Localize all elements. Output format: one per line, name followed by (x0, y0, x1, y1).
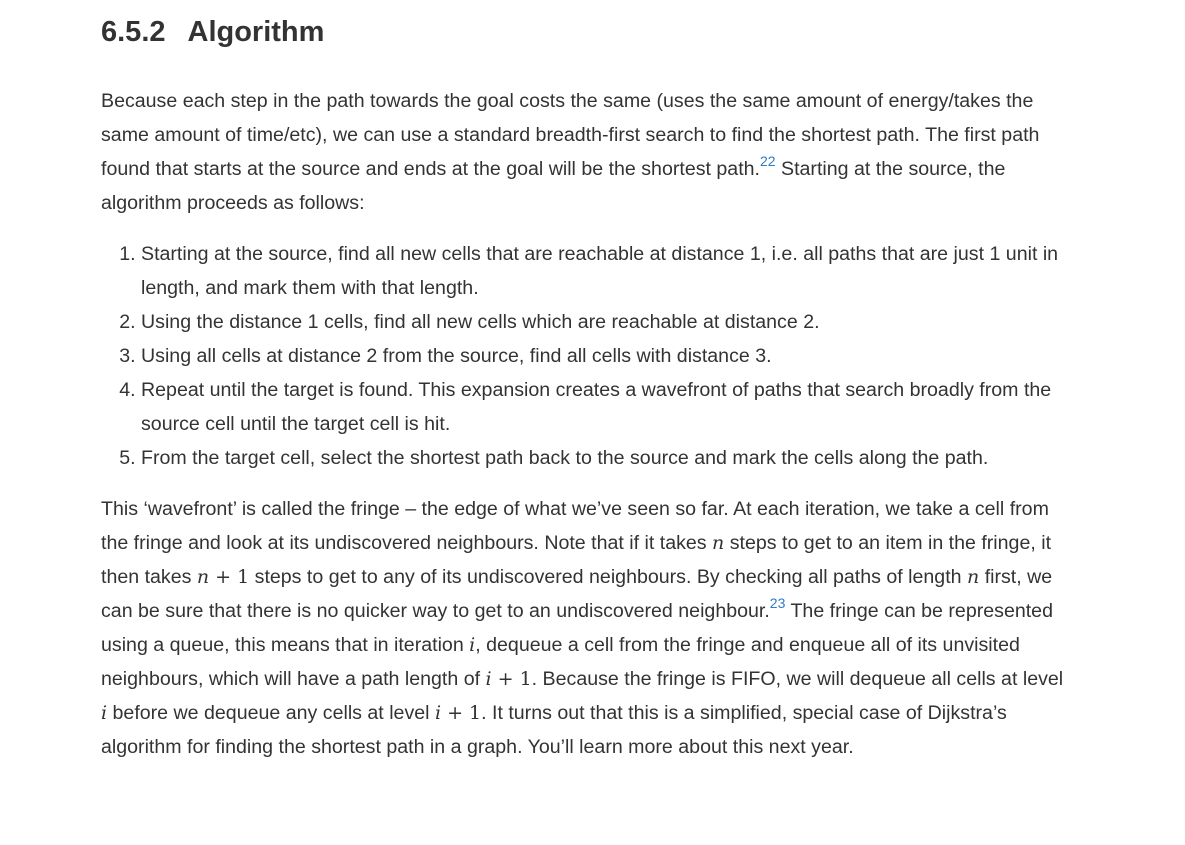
fringe-text: The fringe can be represented using a queue, this means that in iteration (101, 600, 1053, 656)
fringe-paragraph (101, 492, 1069, 764)
list-item: 4. Repeat until the target is found. This expansion creates a wavefront of paths that search broadly from the source cell until the target cell is hit. (141, 373, 1069, 441)
content-column (101, 0, 1069, 764)
list-item: 1. Starting at the source, find all new cells that are reachable at distance 1, i.e. all paths that are just 1 unit in length, and mark them with that length. (141, 237, 1069, 305)
intro-text: Because each step in the path towards the goal costs the same (uses the same amount of energy/takes the same amount of time/etc), we can use a standard breadth-first search to find the shortest path. The first path found that starts at the source and ends at the goal will be the shortest path. (101, 90, 1040, 180)
fringe-text: . It turns out that this is a simplified, special case of Dijkstra’s algorithm for finding the shortest path in a graph. You’ll learn more about this next year. (101, 702, 1007, 758)
section-title: Algorithm (187, 16, 325, 48)
intro-text-continued: Starting at the source, the algorithm proceeds as follows: (101, 158, 1006, 214)
fringe-text: before we dequeue any cells at level (107, 702, 435, 724)
list-item: 5. From the target cell, select the shortest path back to the source and mark the cells along the path. (141, 441, 1069, 475)
math-plus-one: + 1 (441, 702, 482, 724)
math-n: n (712, 532, 725, 554)
math-n: n (196, 566, 210, 588)
footnote-link-23[interactable]: 23 (769, 595, 786, 611)
section-heading (101, 0, 1069, 50)
algorithm-steps-list (101, 237, 1069, 475)
math-i: i (469, 634, 476, 656)
math-i: i (485, 668, 492, 690)
fringe-text: This ‘wavefront’ is called the fringe – the edge of what we’ve seen so far. At each iteration, we take a cell from the fringe and look at its undiscovered neighbours. Note that if it takes (101, 498, 1049, 554)
fringe-text: first, we can be sure that there is no quicker way to get to an undiscovered neighbour. (101, 566, 1053, 622)
math-i: i (101, 702, 108, 724)
math-n: n (967, 566, 980, 588)
list-item: 2. Using the distance 1 cells, find all new cells which are reachable at distance 2. (141, 305, 1069, 339)
fringe-text: . Because the fringe is FIFO, we will dequeue all cells at level (531, 668, 1064, 690)
section-number: 6.5.2 (101, 16, 166, 48)
fringe-text: steps to get to an item in the fringe, it then takes (101, 532, 1052, 588)
math-plus-one: + 1 (491, 668, 532, 690)
fringe-text: steps to get to any of its undiscovered neighbours. By checking all paths of length (249, 566, 967, 588)
math-plus-one: + 1 (209, 566, 250, 588)
footnote-link-22[interactable]: 22 (759, 153, 776, 169)
fringe-text: , dequeue a cell from the fringe and enqueue all of its unvisited neighbours, which will have a path length of (101, 634, 1020, 690)
math-i: i (434, 702, 442, 724)
list-item: 3. Using all cells at distance 2 from the source, find all cells with distance 3. (141, 339, 1069, 373)
intro-paragraph (101, 84, 1069, 220)
